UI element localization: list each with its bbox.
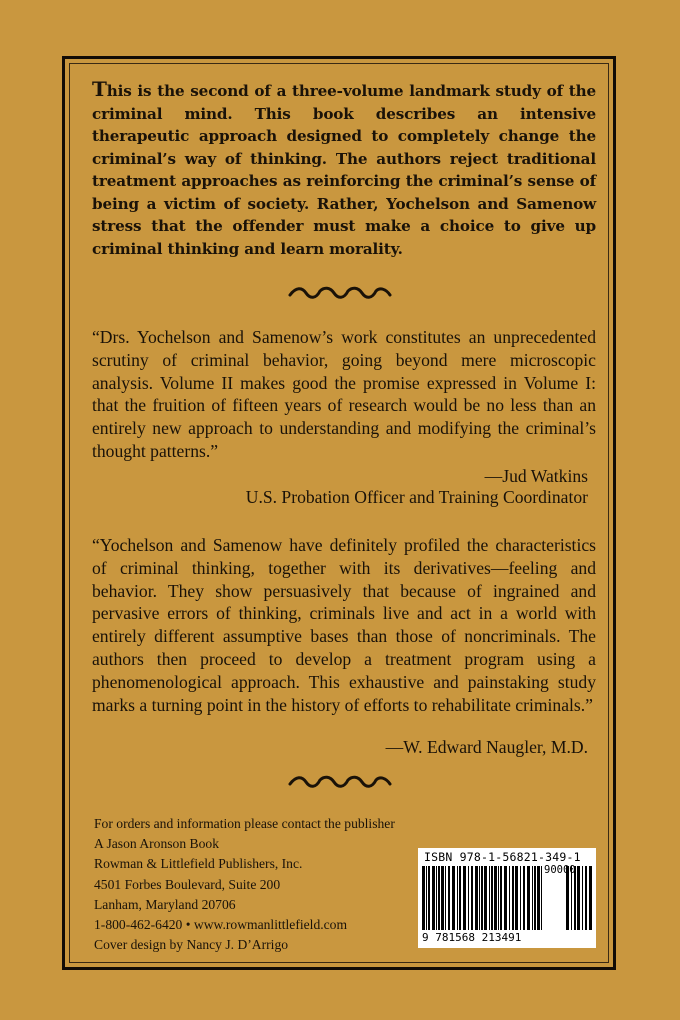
intro-drop-cap: T	[92, 77, 107, 101]
intro-paragraph	[92, 78, 596, 260]
quote-1-author: —Jud Watkins	[484, 466, 588, 486]
intro-text: his is the second of a three-volume landmark study of the criminal mind. This book describes an intensive therapeutic approach designed to completely change the criminal’s way of thinking. The authors reject traditional treatment approaches as reinforcing the criminal’s sense of being a victim of society. Rather, Yochelson and Samenow stress that the offender must make a choice to give up criminal thinking and learn morality.	[92, 82, 596, 258]
cover-design-credit: Cover design by Nancy J. D’Arrigo	[94, 937, 289, 953]
ean-digits: 9 781568 213491	[422, 931, 522, 944]
publisher-address: 4501 Forbes Boulevard, Suite 200	[94, 876, 281, 892]
publisher-city: Lanham, Maryland 20706	[94, 896, 236, 912]
publisher-phone-web: 1-800-462-6420 • www.rowmanlittlefield.com	[94, 917, 348, 933]
isbn-barcode	[418, 848, 596, 948]
ornament-divider-bottom	[288, 772, 392, 790]
isbn-label: ISBN 978-1-56821-349-1	[424, 850, 581, 864]
publisher-contact-line: For orders and information please contact the publisher	[94, 816, 395, 831]
publisher-info	[94, 814, 414, 955]
quote-1-text: “Drs. Yochelson and Samenow’s work constitutes an unprecedented scrutiny of criminal behavior, going beyond mere microscopic analysis. Volume II makes good the promise expressed in Volume I: that the fruition of fifteen years of research would be no less than an entirely new approach to understanding and modifying the criminal’s thought patterns.”	[92, 327, 596, 461]
publisher-imprint: A Jason Aronson Book	[94, 836, 219, 852]
ornament-divider-top	[288, 283, 392, 301]
quote-2-text: “Yochelson and Samenow have definitely profiled the characteristics of criminal thinking, together with its derivatives—feeling and behavior. They show persuasively that because of ingrained and pervasive errors of thinking, criminals live and act in a world with entirely different assumptive bases than those of noncriminals. The authors then proceed to develop a treatment program using a phenomenological approach. This exhaustive and painstaking study marks a turning point in the history of efforts to rehabilitate criminals.”	[92, 535, 596, 715]
quote-1-author-title: U.S. Probation Officer and Training Coordinator	[245, 487, 588, 507]
quote-2-author: —W. Edward Naugler, M.D.	[385, 737, 588, 757]
publisher-name: Rowman & Littlefield Publishers, Inc.	[94, 856, 303, 872]
ean-barcode-bars	[422, 866, 542, 932]
addon-code: 90000	[544, 864, 576, 876]
